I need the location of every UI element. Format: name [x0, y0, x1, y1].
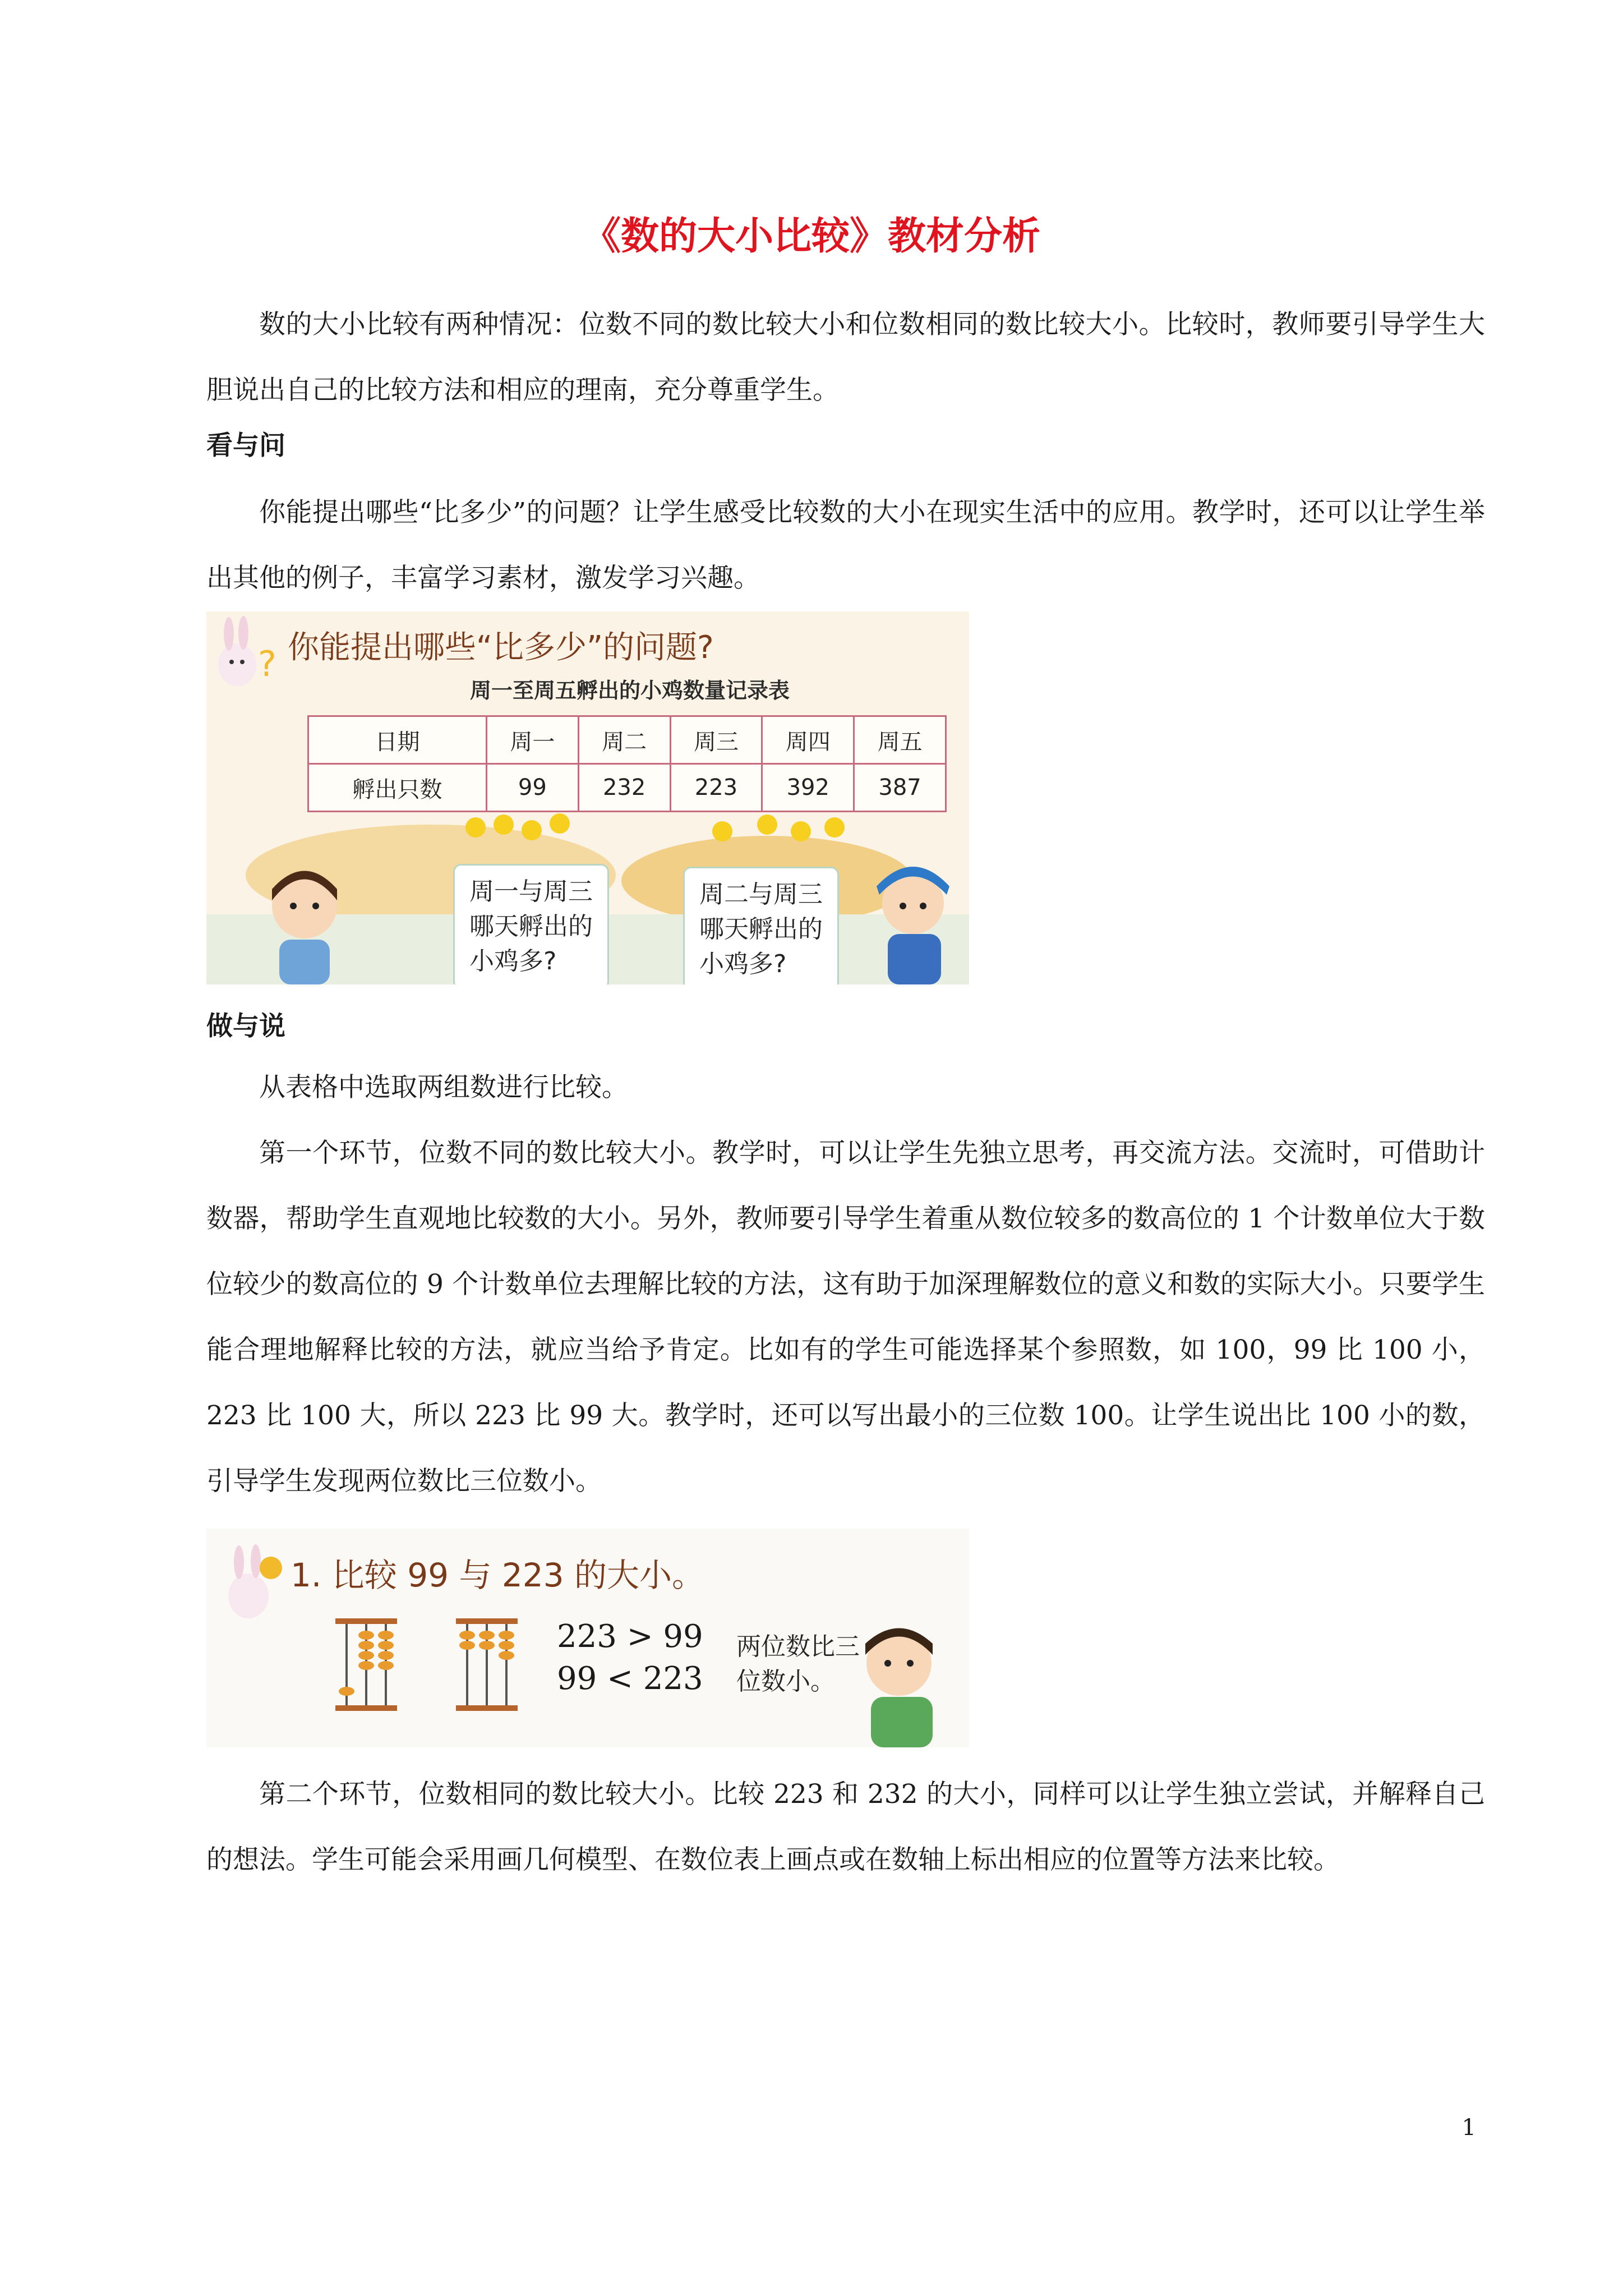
table-cell: 392	[762, 764, 854, 812]
speech-bubble-left	[453, 864, 609, 984]
girl-icon	[272, 871, 337, 985]
boy-icon	[865, 1628, 933, 1748]
table-header-cell: 日期	[308, 716, 487, 764]
table-cell: 387	[854, 764, 946, 812]
table-cell: 孵出只数	[308, 764, 487, 812]
do-say-paragraph: 从表格中选取两组数进行比较。	[259, 1072, 628, 1103]
equation-greater: 223 > 99	[557, 1618, 703, 1655]
step1-paragraph: 第一个环节，位数不同的数比较大小。教学时，可以让学生先独立思考，再交流方法。交流时，可借助计数器，帮助学生直观地比较数的大小。另外，教师要引导学生着重从数位较多的数高位的 1 个计数单位大于数位较少的数高位的 9 个计数单位去理解比较的方法，这有助于加深理解数位的意义和数的实际大小。只要学生能合理地解释比较的方法，就应当给予肯定。比如有的学生可能选择某个参照数，如 100，99 比 100 小，223 比 100 大，所以 223 比 99 大。教学时，还可以写出最小的三位数 100。让学生说出比 100 小的数，引导学生发现两位数比三位数小。	[206, 1138, 1485, 1497]
figure2-note	[736, 1630, 860, 1699]
table-header-cell: 周五	[854, 716, 946, 764]
intro-paragraph: 数的大小比较有两种情况：位数不同的数比较大小和位数相同的数比较大小。比较时，教师要引导学生大胆说出自己的比较方法和相应的理南，充分尊重学生。	[206, 309, 1485, 406]
rabbit-icon	[228, 1544, 282, 1618]
bubble-line: 哪天孵出的	[699, 915, 823, 944]
page-number: 1	[1461, 2115, 1476, 2141]
chick-count-table	[307, 715, 947, 812]
bubble-line: 周二与周三	[699, 880, 823, 909]
speech-bubble-right	[683, 867, 839, 984]
abacus-223-icon	[456, 1618, 518, 1711]
table-cell: 223	[670, 764, 762, 812]
note-line: 位数小。	[736, 1667, 835, 1696]
figure2-question: 1. 比较 99 与 223 的大小。	[291, 1556, 705, 1594]
figure-chick-table	[206, 611, 969, 984]
step2-paragraph: 第二个环节，位数相同的数比较大小。比较 223 和 232 的大小，同样可以让学生独立尝试，并解释自己的想法。学生可能会采用画几何模型、在数位表上画点或在数轴上标出相应的位置等方法来比较。	[206, 1779, 1485, 1875]
figure1-table-caption: 周一至周五孵出的小鸡数量记录表	[470, 678, 790, 703]
bubble-line: 周一与周三	[469, 877, 593, 906]
look-ask-paragraph: 你能提出哪些“比多少”的问题？让学生感受比较数的大小在现实生活中的应用。教学时，还可以让学生举出其他的例子，丰富学习素材，激发学习兴趣。	[206, 497, 1485, 593]
table-header-cell: 周三	[670, 716, 762, 764]
page-title: 《数的大小比较》教材分析	[582, 214, 1040, 259]
table-row	[308, 716, 946, 764]
heading-look-ask: 看与问	[206, 430, 285, 461]
table-cell: 99	[486, 764, 578, 812]
figure-abacus-compare	[206, 1529, 969, 1747]
equation-less: 99 < 223	[557, 1660, 703, 1697]
table-cell: 232	[578, 764, 670, 812]
table-header-cell: 周一	[486, 716, 578, 764]
table-header-cell: 周二	[578, 716, 670, 764]
bubble-line: 小鸡多?	[699, 950, 787, 978]
table-header-cell: 周四	[762, 716, 854, 764]
bubble-line: 哪天孵出的	[469, 912, 593, 941]
heading-do-say: 做与说	[206, 1011, 285, 1042]
svg-text:?: ?	[258, 643, 276, 684]
bubble-line: 小鸡多?	[469, 947, 557, 976]
note-line: 两位数比三	[736, 1632, 860, 1661]
table-row	[308, 764, 946, 812]
figure1-question: 你能提出哪些“比多少”的问题?	[288, 629, 714, 666]
abacus-99-icon	[335, 1618, 397, 1711]
